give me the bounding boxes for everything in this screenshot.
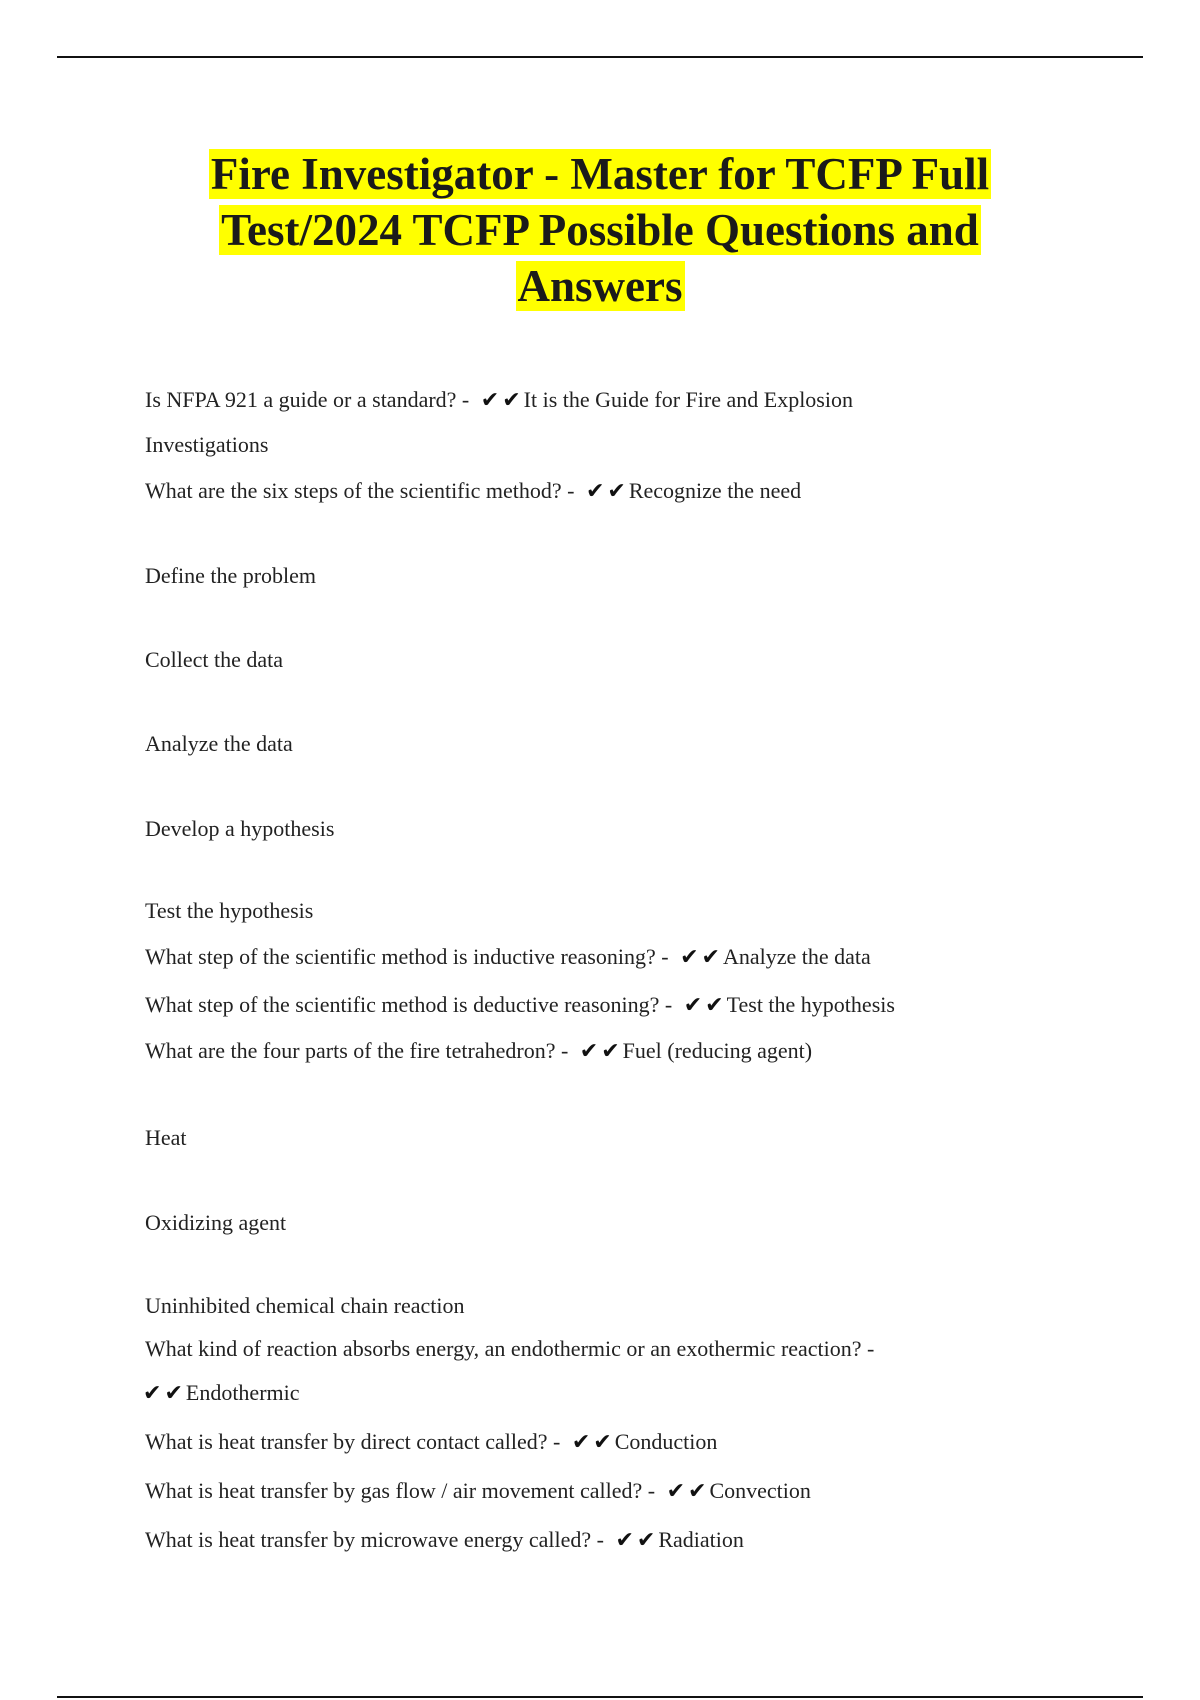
list-item: [145, 730, 293, 758]
question-text: Is NFPA 921 a guide or a standard? -: [145, 387, 470, 412]
answer-text: It is the Guide for Fire and Explosion: [523, 387, 853, 412]
top-rule: [57, 56, 1143, 58]
qa-line: [145, 1526, 744, 1555]
list-item-text: Test the hypothesis: [145, 898, 314, 923]
check-icon: ✔: [585, 479, 605, 504]
list-item: [145, 897, 313, 925]
question-text: What are the four parts of the fire tetrahedron? -: [145, 1038, 569, 1063]
qa-line: [145, 1428, 717, 1457]
list-item: [145, 562, 316, 590]
question-text: What step of the scientific method is inductive reasoning? -: [145, 944, 669, 969]
question-text: What is heat transfer by gas flow / air movement called? -: [145, 1478, 656, 1503]
check-icon: ✔: [164, 1381, 183, 1406]
qa-line: [145, 943, 871, 972]
document-title: [100, 146, 1100, 314]
list-item: [145, 1292, 464, 1320]
qa-line: [145, 386, 853, 415]
qa-line: [145, 431, 268, 459]
check-icon: ✔: [666, 1479, 686, 1504]
question-text: What step of the scientific method is deductive reasoning? -: [145, 992, 673, 1017]
qa-line: [145, 477, 801, 506]
answer-continuation: Investigations: [145, 432, 269, 457]
check-icon: ✔: [688, 1479, 707, 1504]
list-item: [145, 1209, 286, 1237]
check-icon: ✔: [683, 993, 703, 1018]
check-icon: ✔: [636, 1528, 656, 1553]
list-item: [145, 815, 334, 843]
check-icon: ✔: [571, 1430, 591, 1455]
question-text: What kind of reaction absorbs energy, an endothermic or an exothermic reaction? -: [145, 1336, 875, 1361]
answer-text: Test the hypothesis: [726, 992, 895, 1017]
check-icon: ✔: [480, 388, 500, 413]
question-text: What is heat transfer by microwave energy called? -: [145, 1527, 604, 1552]
list-item-text: Collect the data: [145, 647, 284, 672]
list-item: [145, 1124, 187, 1152]
check-icon: ✔: [701, 945, 720, 970]
check-icon: ✔: [615, 1528, 634, 1553]
list-item-text: Develop a hypothesis: [145, 816, 335, 841]
answer-text: Fuel (reducing agent): [622, 1038, 813, 1063]
list-item-text: Uninhibited chemical chain reaction: [145, 1293, 465, 1318]
answer-text: Radiation: [658, 1527, 744, 1552]
check-icon: ✔: [705, 993, 724, 1018]
question-text: What is heat transfer by direct contact called? -: [145, 1429, 561, 1454]
bottom-rule: [57, 1696, 1143, 1698]
qa-line: [145, 1477, 811, 1506]
answer-text: Convection: [709, 1478, 811, 1503]
title-line-2: Test/2024 TCFP Possible Questions and: [221, 205, 979, 255]
check-icon: ✔: [680, 945, 699, 970]
answer-text: Recognize the need: [628, 478, 802, 503]
answer-text: Analyze the data: [722, 944, 871, 969]
qa-line: [145, 1335, 874, 1363]
title-line-3: Answers: [517, 261, 683, 311]
qa-line: [145, 1037, 812, 1066]
answer-text: Conduction: [614, 1429, 718, 1454]
list-item-text: Oxidizing agent: [145, 1210, 287, 1235]
list-item: [145, 646, 283, 674]
check-icon: ✔: [601, 1039, 620, 1064]
title-line-1: Fire Investigator - Master for TCFP Full: [210, 149, 990, 199]
answer-text: Endothermic: [185, 1380, 300, 1405]
check-icon: ✔: [593, 1430, 612, 1455]
list-item-text: Heat: [145, 1125, 187, 1150]
list-item-text: Define the problem: [145, 563, 317, 588]
question-text: What are the six steps of the scientific method? -: [145, 478, 575, 503]
qa-line: [143, 1379, 300, 1408]
list-item-text: Analyze the data: [145, 731, 293, 756]
qa-line: [145, 991, 895, 1020]
check-icon: ✔: [502, 388, 521, 413]
check-icon: ✔: [579, 1039, 599, 1064]
check-icon: ✔: [607, 479, 626, 504]
check-icon: ✔: [143, 1381, 162, 1406]
